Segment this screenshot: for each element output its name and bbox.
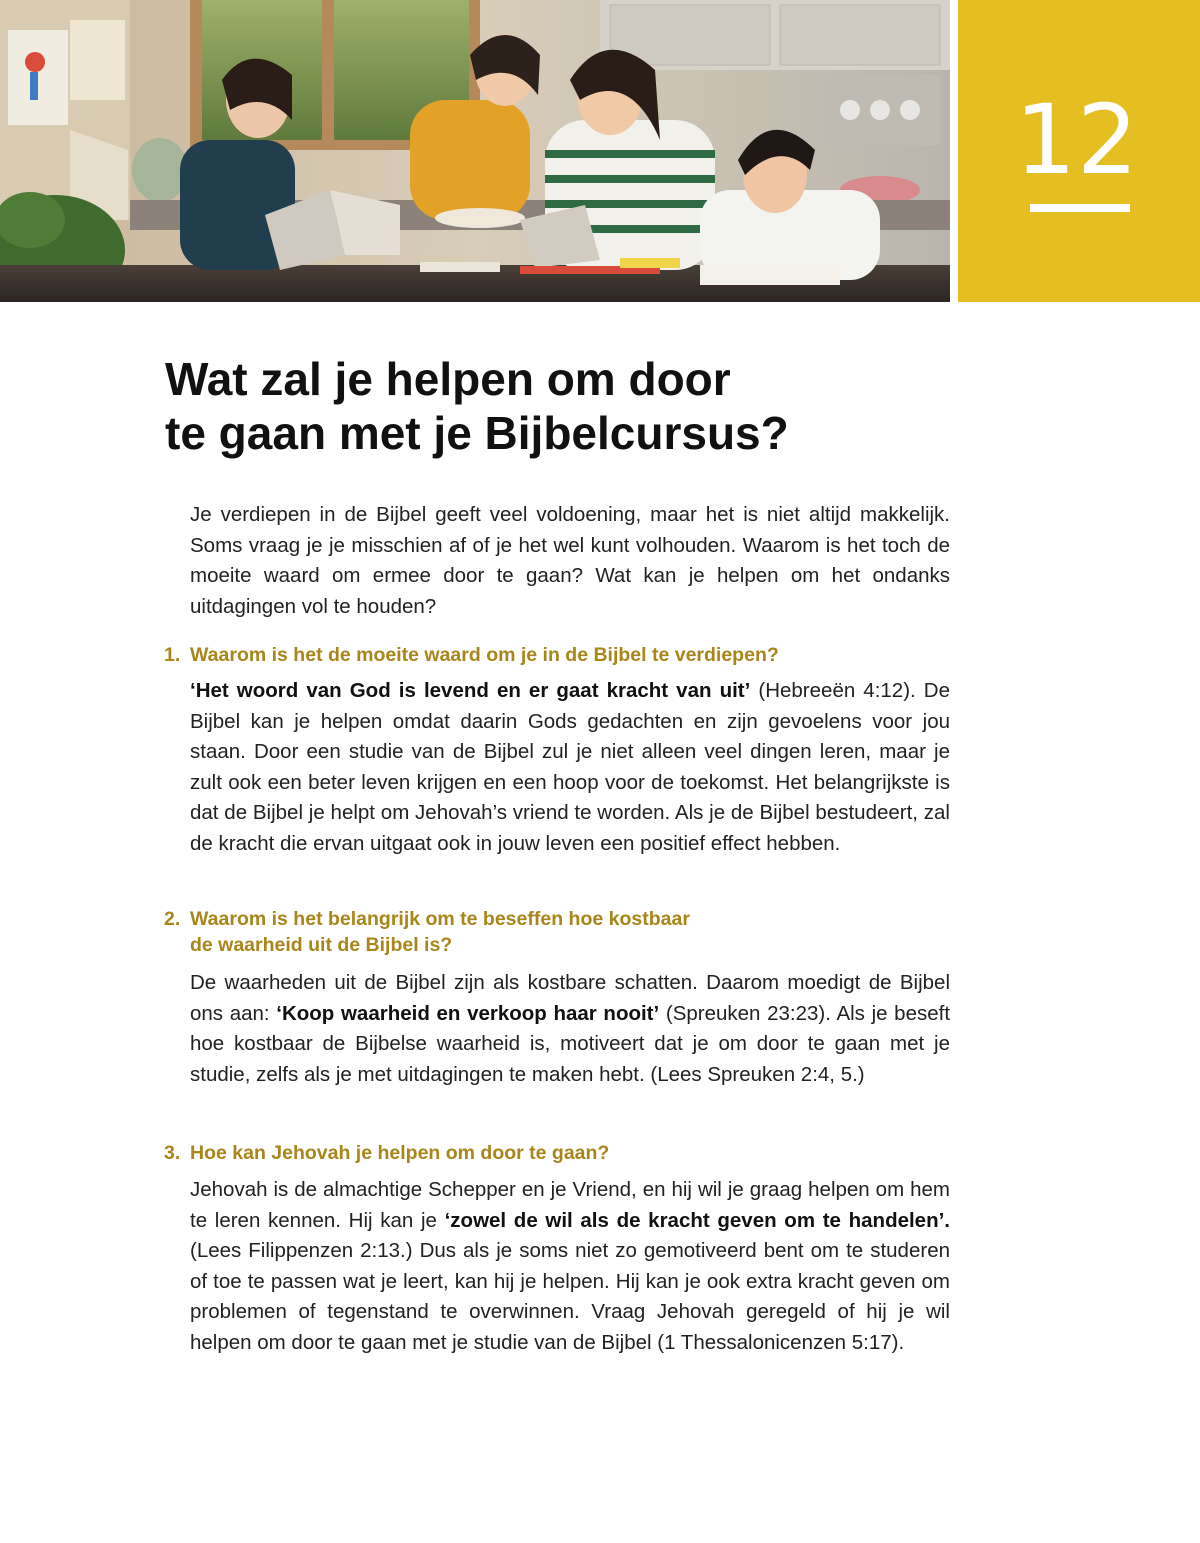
question-1-heading [164, 642, 779, 668]
question-text: Hoe kan Jehovah je helpen om door te gaan? [190, 1142, 610, 1164]
answer-text-lead: De waarheden uit de Bijbel zijn als kostbare schatten. Daarom moedigt de Bijbel ons aan: [190, 971, 950, 1025]
chapter-underline [1030, 204, 1130, 212]
question-text: Waarom is het de moeite waard om je in de Bijbel te verdiepen? [190, 644, 779, 666]
question-number: 2. [164, 908, 181, 930]
scripture-quote: ‘Het woord van God is levend en er gaat kracht van uit’ [190, 679, 751, 702]
question-3-heading [164, 1140, 609, 1166]
answer-3-paragraph [190, 1175, 950, 1358]
scripture-quote: ‘Koop waarheid en verkoop haar nooit’ [276, 1001, 660, 1025]
family-bible-study-photo-icon [0, 0, 950, 302]
answer-text: (Spreuken 23:23). Als je beseft hoe kostbaar de Bijbelse waarheid is, motiveert dat je om door te gaan met je studie, zelfs als je met uitdagingen te maken hebt. (Lees Spreuken 2:4, 5.) [190, 1001, 951, 1086]
question-text-continued: de waarheid uit de Bijbel is? [190, 934, 453, 956]
question-number: 1. [164, 644, 181, 666]
page-title [165, 352, 1065, 460]
question-number: 3. [164, 1142, 181, 1164]
chapter-number-box [958, 0, 1200, 302]
answer-text-lead: Jehovah is de almachtige Schepper en je Vriend, en hij wil je graag helpen om hem te leren kennen. Hij kan je [190, 1178, 950, 1232]
scripture-quote: ‘zowel de wil als de kracht geven om te handelen’. [444, 1208, 950, 1232]
chapter-number: 12 [1014, 84, 1140, 196]
answer-2-paragraph [190, 968, 950, 1090]
page-title-line-1: Wat zal je helpen om door [165, 353, 731, 405]
answer-text: (Hebreeën 4:12). De Bijbel kan je helpen omdat daarin Gods gedachten en zijn gevoelens voor jou staan. Door een studie van de Bijbel zul je niet alleen veel dingen leren, maar je zult ook een beter leven krijgen en een hoop voor de toekomst. Het belangrijkste is dat de Bijbel je helpt om Jehovah’s vriend te worden. Als je de Bijbel bestudeert, zal de kracht die ervan uitgaat ook in jouw leven een positief effect hebben. [190, 679, 950, 855]
question-text: Waarom is het belangrijk om te beseffen hoe kostbaar [190, 908, 690, 930]
hero-photo [0, 0, 950, 302]
answer-1-paragraph [190, 676, 950, 859]
page-title-line-2: te gaan met je Bijbelcursus? [165, 407, 789, 459]
answer-text: (Lees Filippenzen 2:13.) Dus als je soms niet zo gemotiveerd bent om te studeren of toe te passen wat je leert, kan hij je helpen. Hij kan je ook extra kracht geven om problemen of tegenstand te overwinnen. Vraag Jehovah geregeld of hij je wil helpen om door te gaan met je studie van de Bijbel (1 Thessalonicenzen 5:17). [190, 1239, 950, 1354]
intro-paragraph: Je verdiepen in de Bijbel geeft veel voldoening, maar het is niet altijd makkelijk. Soms vraag je je misschien af of je het wel kunt volhouden. Waarom is het toch de moeite waard om ermee door te gaan? Wat kan je helpen om het ondanks uitdagingen vol te houden? [190, 503, 950, 618]
question-2-heading [164, 906, 690, 958]
